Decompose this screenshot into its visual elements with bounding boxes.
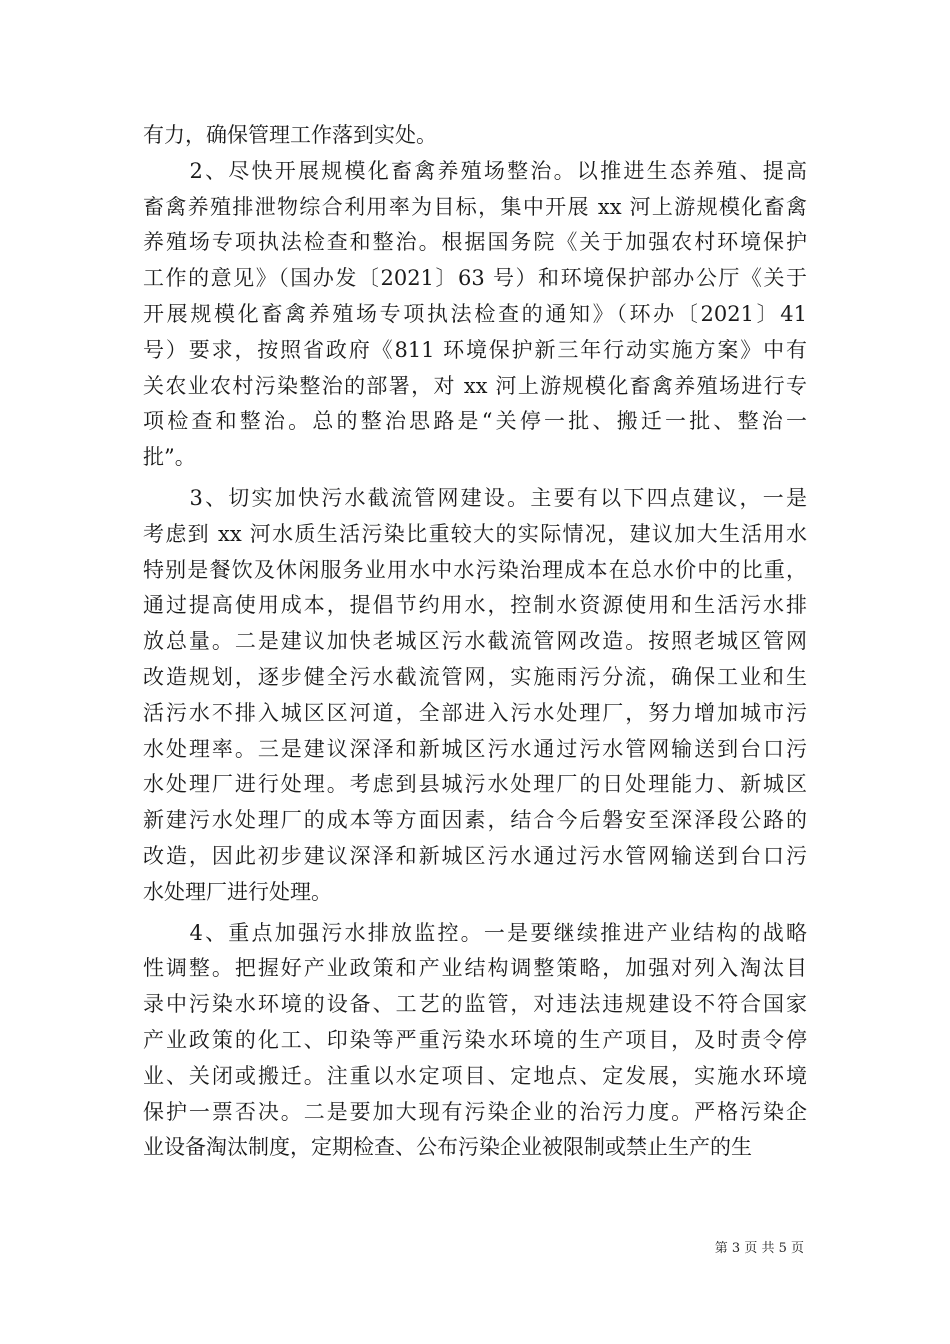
text-line: 水处理厂进行处理。 bbox=[143, 879, 332, 904]
text-line: 改造，因此初步建议深泽和新城区污水通过污水管网输送到台口污 bbox=[143, 843, 807, 868]
text-line: 有力，确保管理工作落到实处。 bbox=[143, 123, 437, 147]
text-line: 3、切实加快污水截流管网建设。主要有以下四点建议，一是 bbox=[143, 485, 807, 510]
text-line: 4、重点加强污水排放监控。一是要继续推进产业结构的战略 bbox=[143, 920, 807, 945]
text-line: 开展规模化畜禽养殖场专项执法检查的通知》（环办〔2021〕41 bbox=[143, 301, 807, 326]
paragraph-p3 bbox=[143, 481, 807, 911]
text-line: 水处理厂进行处理。考虑到县城污水处理厂的日处理能力、新城区 bbox=[143, 772, 807, 797]
text-line: 保护一票否决。二是要加大现有污染企业的治污力度。严格污染企 bbox=[143, 1099, 807, 1124]
text-line: 养殖场专项执法检查和整治。根据国务院《关于加强农村环境保护 bbox=[143, 230, 807, 255]
text-line: 新建污水处理厂的成本等方面因素，结合今后磐安至深泽段公路的 bbox=[143, 808, 807, 833]
text-line: 工作的意见》（国办发〔2021〕63 号）和环境保护部办公厅《关于 bbox=[143, 266, 807, 291]
text-line: 产业政策的化工、印染等严重污染水环境的生产项目，及时责令停 bbox=[143, 1027, 807, 1052]
text-line: 批”。 bbox=[143, 445, 196, 470]
text-line: 畜禽养殖排泄物综合利用率为目标，集中开展 xx 河上游规模化畜禽 bbox=[143, 194, 807, 219]
text-line: 改造规划，逐步健全污水截流管网，实施雨污分流，确保工业和生 bbox=[143, 664, 807, 689]
paragraph-p-cont bbox=[143, 118, 807, 154]
text-line: 2、尽快开展规模化畜禽养殖场整治。以推进生态养殖、提高 bbox=[143, 158, 807, 183]
text-line: 录中污染水环境的设备、工艺的监管，对违法违规建设不符合国家 bbox=[143, 992, 807, 1017]
text-line: 水处理率。三是建议深泽和新城区污水通过污水管网输送到台口污 bbox=[143, 736, 807, 761]
text-line: 业设备淘汰制度，定期检查、公布污染企业被限制或禁止生产的生 bbox=[143, 1135, 752, 1160]
text-line: 项检查和整治。总的整治思路是“关停一批、搬迁一批、整治一 bbox=[143, 409, 807, 434]
text-line: 考虑到 xx 河水质生活污染比重较大的实际情况，建议加大生活用水 bbox=[143, 521, 807, 546]
text-line: 特别是餐饮及休闲服务业用水中水污染治理成本在总水价中的比重， bbox=[143, 557, 807, 582]
text-line: 业、关闭或搬迁。注重以水定项目、定地点、定发展，实施水环境 bbox=[143, 1063, 807, 1088]
text-line: 放总量。二是建议加快老城区污水截流管网改造。按照老城区管网 bbox=[143, 629, 807, 654]
text-line: 通过提高使用成本，提倡节约用水，控制水资源使用和生活污水排 bbox=[143, 593, 807, 618]
text-line: 关农业农村污染整治的部署，对 xx 河上游规模化畜禽养殖场进行专 bbox=[143, 373, 807, 398]
text-line: 性调整。把握好产业政策和产业结构调整策略，加强对列入淘汰目 bbox=[143, 956, 807, 981]
paragraph-p4 bbox=[143, 916, 807, 1167]
page-number-footer: 第 3 页 共 5 页 bbox=[714, 1241, 804, 1256]
body-text bbox=[143, 118, 807, 1166]
text-line: 号）要求，按照省政府《811 环境保护新三年行动实施方案》中有 bbox=[143, 337, 807, 362]
text-line: 活污水不排入城区区河道，全部进入污水处理厂，努力增加城市污 bbox=[143, 700, 807, 725]
paragraph-p2 bbox=[143, 154, 807, 476]
